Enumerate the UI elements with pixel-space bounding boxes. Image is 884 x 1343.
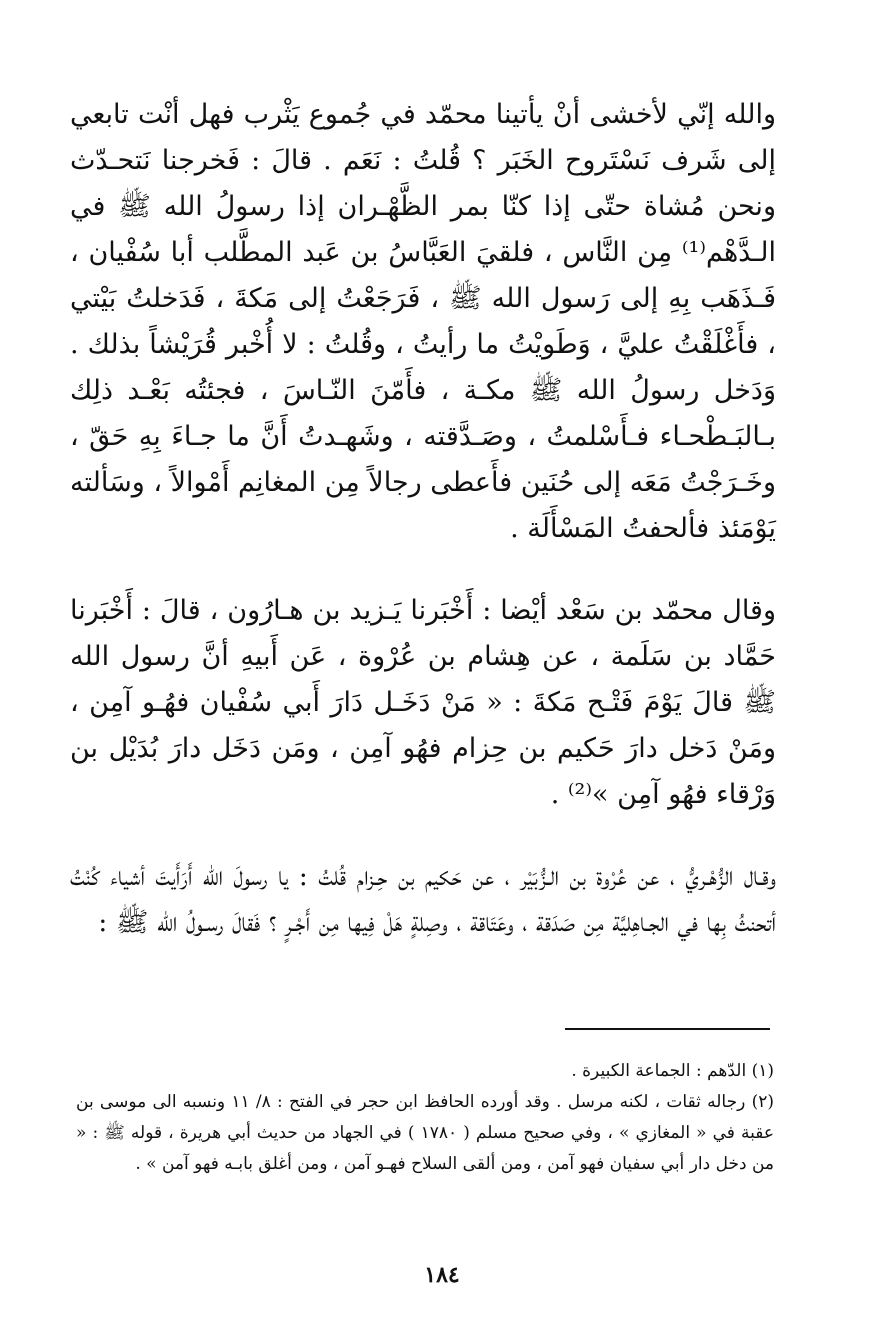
paragraph-1: والله إنّي لأخشى أنْ يأتينا محمّد في جُموع يَثْرب فهل أنْت تابعي إلى شَرف نَسْتَروح الخَبَر ؟ قُلتُ : نَعَم . قالَ : فَخرجنا نَتحـدّث ونحن مُشاة حتّى إذا كنّا بمر الظَّهْـران إذا رسولُ الله ﷺ في الـدَّهْم⁽¹⁾ مِن النَّاس ، فلقيَ العَبَّاسُ بن عَبد المطَّلب أبا سُفْيان ، فَـذَهَب بِهِ إلى رَسول الله ﷺ ، فَرَجَعْتُ إلى مَكةَ ، فَدَخلتُ بَيْتي ، فأَغْلَقْتُ عليَّ ، وَطَويْتُ ما رأيتُ ، وقُلتُ : لا أُخْبر قُرَيْشاً بذلك . وَدَخل رسولُ الله ﷺ مكـة ، فأَمّنَ النّـاسَ ، فجئتُه بَعْـد ذلِك بـالبَـطْحـاء فـأَسْلمتُ ، وصَـدَّقته ، وشَهـدتُ أَنَّ ما جـاءَ بِهِ حَقّ ، وخَـرَجْتُ مَعَه إلى حُنَين فأَعطى رجالاً مِن المغانِم أَمْوالاً ، وسَألته يَوْمَئذ فألحفتُ المَسْأَلَة .: [70, 99, 776, 544]
paragraph-3: وقـال الزُّهْـريُّ ، عن عُرْوة بن الـزُّبَيْر ، عن حَكيم بن حِـزام قُلتُ : يا رسولَ الله أَرَأَيتَ أشياء كُنْتُ أتحنثُ بِها في الجـاهِليَّة مِن صَدَقة ، وعَتَاقة ، وصِلةٍ هَلْ فِيها مِن أَجْـرٍ ؟ فَقالَ رسـولُ الله ﷺ :: [70, 861, 776, 938]
main-text: [70, 92, 776, 946]
footnote-1: (١) الدّهم : الجماعة الكبيرة .: [571, 1061, 774, 1081]
footnotes: [76, 1056, 774, 1180]
footnote-2: (٢) رجاله ثقات ، لكنه مرسل . وقد أورده الحافظ ابن حجر في الفتح : ٨/ ١١ ونسبه الى موسى بن عقبة في « المغازي » ، وفي صحيح مسلم ( ١٧٨٠ ) في الجهاد من حديث أبي هريرة ، قوله ﷺ : « من دخل دار أبي سفيان فهو آمن ، ومن ألقى السلاح فهـو آمن ، ومن أغلق بابـه فهو آمن » .: [76, 1092, 775, 1174]
paragraph-2: وقال محمّد بن سَعْد أيْضا : أَخْبَرنا يَـزيد بن هـارُون ، قالَ : أَخْبَرنا حَمَّاد بن سَلَمة ، عن هِشام بن عُرْوة ، عَن أَبيهِ أنَّ رسول الله ﷺ قالَ يَوْمَ فَتْـح مَكةَ : « مَنْ دَخَـل دَارَ أَبي سُفْيان فهُـو آمِن ، ومَنْ دَخل دارَ حَكيم بن حِزام فهُو آمِن ، ومَن دَخَل دارَ بُدَيْل بن وَرْقاء فهُو آمِن »⁽²⁾ .: [70, 595, 776, 810]
footnote-separator: [565, 1028, 770, 1030]
page-number: ١٨٤: [424, 1262, 460, 1288]
